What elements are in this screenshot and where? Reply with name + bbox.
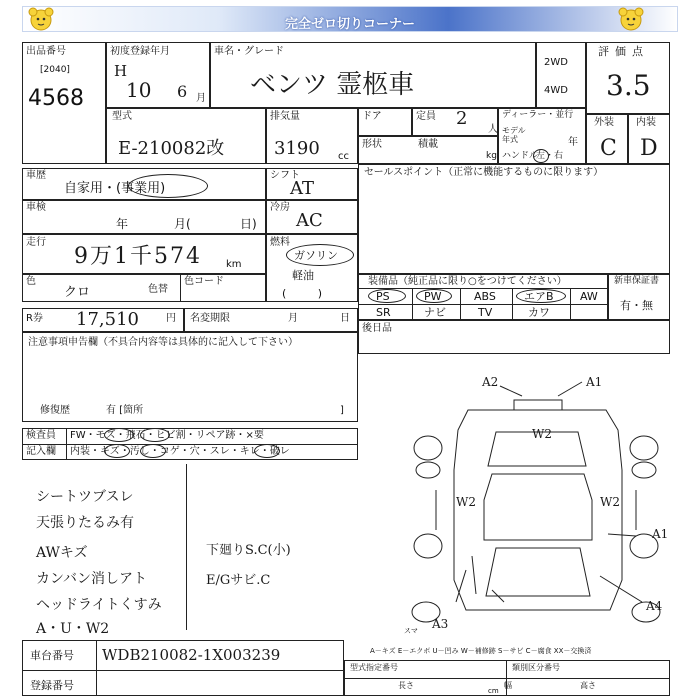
inspection-label: 車検	[26, 202, 46, 213]
remark-1: シートツブスレ	[36, 489, 134, 505]
diagram-label-a1-right: A1	[652, 527, 669, 541]
first-reg-month: 6	[177, 82, 188, 101]
equipment-pw-circle	[416, 289, 452, 303]
model-value: E-210082改	[118, 138, 225, 159]
equipment-tv: TV	[478, 306, 493, 319]
diagram-label-a3: A3	[432, 617, 449, 631]
footer-length: 長さ	[398, 681, 414, 690]
inspection-day: 日)	[240, 217, 257, 231]
footer-type-label: 型式指定番号	[350, 663, 398, 672]
equipment-pw: PW	[424, 290, 442, 303]
dealer-label: ディーラー・並行	[502, 110, 574, 120]
diagram-small-label: スマ	[404, 627, 418, 635]
fuel-gasoline: ガソリン	[294, 249, 338, 262]
mileage-label: 走行	[26, 237, 46, 248]
footer-height: 高さ	[580, 681, 596, 690]
remark-6: A・U・W2	[36, 621, 110, 637]
color-label: 色	[26, 276, 36, 287]
drive-4wd: 4WD	[544, 85, 568, 96]
lot-label: 出品番号	[26, 46, 66, 57]
equipment-ps: PS	[376, 290, 390, 303]
inspection-box	[22, 200, 266, 234]
diagram-label-w2-right: W2	[600, 495, 620, 509]
footer-class-label: 類別区分番号	[512, 663, 560, 672]
first-reg-label: 初度登録年月	[110, 46, 170, 57]
remark-4: カンバン消しアト	[36, 571, 148, 587]
inspector-label: 検査員	[26, 430, 56, 441]
registration-month: 月	[288, 313, 298, 324]
handle-value: 左・右	[536, 151, 564, 161]
displacement-label: 排気量	[270, 111, 300, 122]
entries-yogore-circle	[140, 444, 166, 458]
lot-number: 4568	[28, 86, 84, 111]
shift-label: シフト	[270, 170, 300, 181]
equipment-sr: SR	[376, 306, 391, 319]
repair-label: 修復歴	[40, 405, 70, 416]
sales-point-box	[358, 164, 670, 274]
history-value: 自家用・(事業用)	[64, 181, 166, 196]
equipment-airbag-circle	[516, 289, 566, 303]
after-order-label: 後日品	[362, 323, 392, 334]
repair-bracket: ]	[340, 405, 344, 416]
diagram-label-a1-top: A1	[586, 375, 603, 389]
recycle-label: R券	[26, 313, 43, 324]
inspection-month: 月(	[174, 217, 191, 231]
equipment-airbag: エアB	[524, 290, 554, 303]
capacity-label: 定員	[416, 111, 436, 122]
first-reg-era: H	[114, 62, 128, 80]
entries-sure-circle	[254, 444, 280, 458]
remark-5: ヘッドライトくすみ	[36, 597, 162, 613]
exterior-grade: C	[600, 136, 617, 161]
score-label: 評価点	[598, 45, 649, 58]
car-damage-diagram	[396, 370, 676, 640]
warranty-label: 新車保証書	[614, 276, 660, 286]
exterior-label: 外装	[594, 117, 614, 128]
doors-label: ドア	[362, 111, 382, 122]
first-reg-month-unit: 月	[196, 93, 206, 104]
banner-title: 完全ゼロ切りコーナー	[284, 17, 415, 32]
after-order-box	[358, 320, 670, 354]
fuel-paren: ( )	[282, 287, 337, 300]
mascot-left-icon	[28, 7, 54, 31]
load-unit: kg	[486, 151, 497, 161]
history-commercial-circle	[128, 174, 208, 198]
load-label: 積載	[418, 139, 438, 150]
equipment-aw: AW	[580, 290, 598, 303]
displacement-value: 3190	[274, 138, 320, 159]
history-label: 車歴	[26, 170, 46, 181]
diagram-label-a2: A2	[482, 375, 499, 389]
interior-grade: D	[640, 136, 658, 161]
inspector-line: FW・モズ・飛石・ヒビ割・リペア跡・×要	[70, 430, 264, 441]
drive-2wd: 2WD	[544, 57, 568, 68]
equipment-label: 装備品（純正品に限り○をつけてください）	[368, 276, 567, 287]
car-name-label: 車名・グレード	[214, 46, 284, 57]
lot-code: [2040]	[40, 65, 70, 75]
sales-point-label: セールスポイント（正常に機能するものに限ります）	[364, 167, 604, 178]
handle-left-circle	[533, 149, 549, 163]
first-reg-year: 10	[126, 78, 152, 102]
repair-value: 有 [箇所	[106, 405, 144, 416]
plate-label: 登録番号	[30, 679, 74, 692]
fuel-diesel: 軽油	[292, 269, 314, 282]
color-box	[22, 274, 266, 302]
model-label: 型式	[112, 111, 132, 122]
ac-value: AC	[296, 210, 323, 231]
inspector-mozu-circle	[104, 428, 134, 442]
ac-label: 冷房	[270, 202, 290, 213]
car-name-value: ベンツ 霊柩車	[250, 70, 415, 100]
notes-label: 注意事項申告欄（不具合内容等は具体的に記入して下さい）	[28, 337, 298, 348]
diagram-label-w2-roof: W2	[532, 427, 552, 441]
right-note-1: 下廻りS.C(小)	[206, 543, 291, 558]
warranty-value: 有・無	[620, 299, 653, 312]
mileage-unit: km	[226, 259, 242, 270]
inspection-year: 年	[116, 217, 129, 231]
right-note-2: E/Gサビ.C	[206, 573, 271, 588]
equipment-leather: カワ	[528, 306, 550, 319]
handle-label: ハンドル	[502, 151, 539, 161]
shift-value: AT	[290, 178, 315, 199]
fuel-label: 燃料	[270, 237, 290, 248]
entries-label: 記入欄	[26, 446, 56, 457]
fuel-gasoline-circle	[286, 244, 354, 266]
registration-day: 日	[340, 313, 350, 324]
recycle-value: 17,510	[76, 309, 139, 330]
doors-value: 2	[456, 108, 468, 129]
footer-width: 幅	[504, 681, 512, 690]
drive-box	[536, 42, 586, 108]
equipment-abs: ABS	[474, 290, 496, 303]
diagram-label-w2-left: W2	[456, 495, 476, 509]
recycle-unit: 円	[166, 313, 176, 324]
dealer-year-unit: 年	[568, 137, 578, 148]
shape-label: 形状	[362, 139, 382, 150]
inspector-tobiishi-circle	[140, 428, 170, 442]
score-value: 3.5	[606, 69, 651, 102]
chassis-label: 車台番号	[30, 649, 74, 662]
entries-line: 内装・キズ・汚し・コゲ・穴・スレ・キレ・破レ	[70, 446, 290, 457]
remark-2: 天張りたるみ有	[36, 515, 134, 531]
dealer-model-year: モデル年式	[502, 126, 526, 144]
mascot-right-icon	[618, 7, 644, 31]
legend: A－キズ E－エクボ U－凹み W－補修跡 S－サビ C－腐食 XX－交換済	[370, 647, 592, 655]
capacity-unit: 人	[488, 124, 498, 135]
paint-change-label: 色替	[148, 284, 168, 295]
registration-label: 名変期限	[190, 313, 230, 324]
entries-kizu-circle	[104, 444, 130, 458]
diagram-label-a4: A4	[646, 599, 663, 613]
color-value: クロ	[64, 285, 91, 300]
equipment-ps-circle	[368, 289, 406, 303]
chassis-value: WDB210082-1X003239	[102, 646, 281, 664]
mileage-value: 9万1千574	[74, 244, 202, 269]
banner	[22, 6, 678, 32]
remark-3: AWキズ	[36, 545, 88, 561]
equipment-navi: ナビ	[424, 306, 446, 319]
footer-length-cm: cm	[488, 687, 499, 695]
displacement-unit: cc	[338, 151, 349, 162]
remarks-divider	[186, 464, 187, 630]
interior-label: 内装	[636, 117, 656, 128]
color-code-label: 色コード	[184, 276, 224, 287]
